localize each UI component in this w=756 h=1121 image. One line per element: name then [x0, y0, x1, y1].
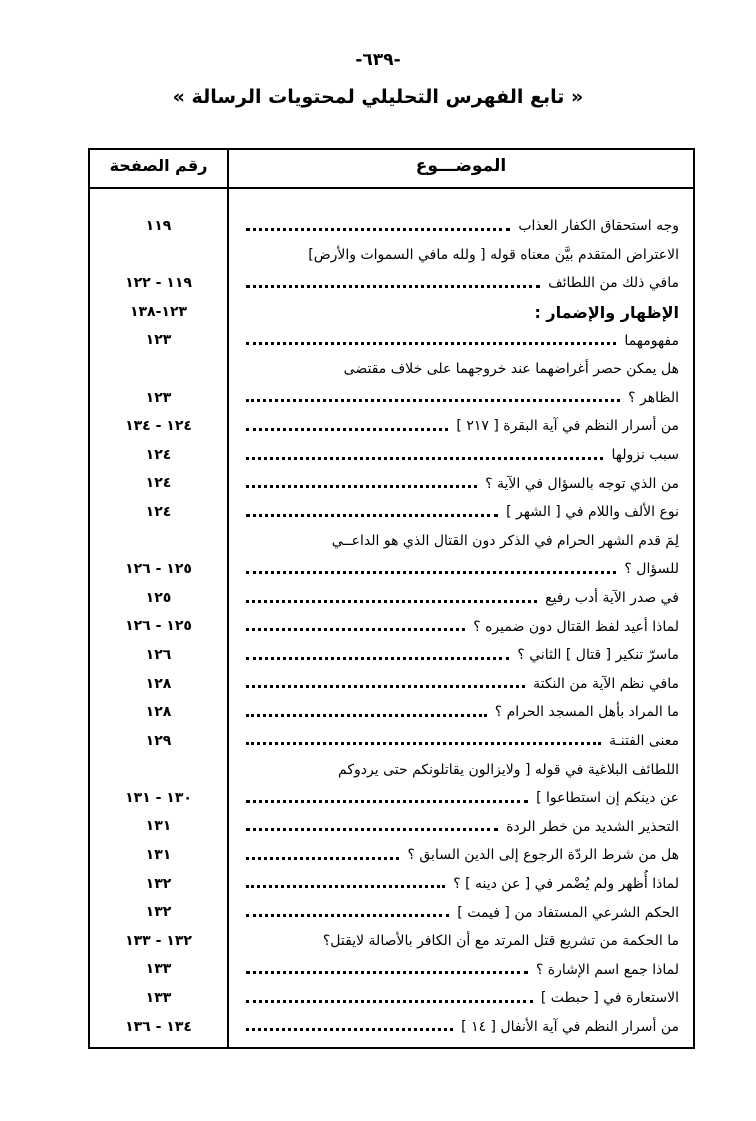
row-topic: [246, 212, 679, 241]
topic-text: معنى الفتنـة: [609, 732, 679, 749]
page-ref: ١١٩ - ١٢٢: [125, 275, 192, 292]
table-row: [90, 1013, 693, 1042]
table-row: [90, 984, 693, 1013]
topic-text: مفهومهما: [624, 332, 679, 349]
page-number: -٦٣٩-: [355, 50, 401, 70]
table-row: [90, 469, 693, 498]
page-ref: ١٣٣: [145, 961, 172, 978]
page-ref: [90, 241, 227, 270]
dot-leader: [246, 657, 509, 660]
dot-leader: [246, 828, 498, 831]
header-divider: [90, 187, 693, 189]
table-row: [90, 269, 693, 298]
dot-leader: [246, 714, 487, 717]
header-page: رقم الصفحة: [109, 156, 208, 175]
row-topic: [246, 841, 679, 870]
page-ref: [90, 527, 227, 556]
dot-leader: [246, 971, 528, 974]
row-topic: [246, 355, 679, 384]
row-topic: [246, 326, 679, 355]
row-topic: [246, 555, 679, 584]
page-ref: ١٢٥ - ١٢٦: [125, 618, 192, 635]
row-topic: [246, 698, 679, 727]
table-row: [90, 870, 693, 899]
topic-text: للسؤال ؟: [624, 561, 679, 578]
dot-leader: [246, 742, 601, 745]
row-topic: [246, 498, 679, 527]
table-row: [90, 555, 693, 584]
page-ref: ١٢٣: [145, 389, 172, 406]
row-topic: [246, 812, 679, 841]
page-ref: ١٢٦: [145, 646, 172, 663]
table-row: [90, 641, 693, 670]
page-ref: ١٢٩: [145, 732, 172, 749]
row-topic: [246, 269, 679, 298]
table-row: [90, 812, 693, 841]
page-ref: ١٢٨: [145, 675, 172, 692]
dot-leader: [246, 800, 528, 803]
table-row: [90, 241, 693, 270]
dot-leader: [246, 342, 616, 345]
row-topic: [246, 584, 679, 613]
topic-text: الظاهر ؟: [628, 389, 679, 406]
topic-text: الحكم الشرعي المستفاد من [ فيمت ]: [457, 904, 679, 921]
topic-text: في صدر الآية أدب رفيع: [545, 590, 679, 607]
row-topic: [246, 298, 679, 327]
row-topic: [246, 955, 679, 984]
dot-leader: [246, 600, 537, 603]
table-row: [90, 670, 693, 699]
row-topic: [246, 469, 679, 498]
table-row: [90, 441, 693, 470]
dot-leader: [246, 285, 540, 288]
topic-text: هل يمكن حصر أغراضهما عند خروجهما على خلاف مقتضى: [343, 361, 679, 378]
dot-leader: [246, 571, 616, 574]
dot-leader: [246, 399, 620, 402]
topic-text: هل من شرط الردّة الرجوع إلى الدين السابق ؟: [407, 847, 679, 864]
dot-leader: [246, 457, 603, 460]
table-row: [90, 927, 693, 956]
row-topic: [246, 527, 679, 556]
row-topic: [246, 412, 679, 441]
dot-leader: [246, 1028, 453, 1031]
table-row: [90, 527, 693, 556]
table-row: [90, 727, 693, 756]
dot-leader: [246, 228, 510, 231]
topic-text: الاعتراض المتقدم بيَّن معناه قوله [ ولله مافي السموات والأرض]: [308, 246, 679, 263]
topic-text: لِمَ قدم الشهر الحرام في الذكر دون القتال الذي هو الداعــي: [331, 532, 679, 549]
topic-text: نوع الألف واللام في [ الشهر ]: [506, 504, 679, 521]
page-ref: ١٢٥: [145, 589, 172, 606]
row-topic: [246, 241, 679, 270]
table-row: [90, 612, 693, 641]
page-ref: ١٣٤ - ١٣٦: [125, 1018, 192, 1035]
dot-leader: [246, 914, 449, 917]
topic-text: سبب نزولها: [611, 447, 679, 464]
page-ref: ١٢٥ - ١٢٦: [125, 561, 192, 578]
topic-text: التحذير الشديد من خطر الردة: [506, 818, 679, 835]
header-topic: الموضـــوع: [415, 156, 507, 176]
row-topic: [246, 927, 679, 956]
table-row: [90, 584, 693, 613]
page-ref: ١٣٢ - ١٣٣: [125, 932, 192, 949]
topic-text: لماذا أُظهر ولم يُضْمر في [ عن دينه ] ؟: [453, 875, 679, 892]
topic-text: من أسرار النظم في آية البقرة [ ٢١٧ ]: [456, 418, 679, 435]
topic-text: لماذا جمع اسم الإشارة ؟: [535, 961, 679, 978]
topic-text: لماذا أعيد لفظ القتال دون ضميره ؟: [473, 618, 679, 635]
dot-leader: [246, 885, 445, 888]
row-topic: [246, 670, 679, 699]
page-ref: [90, 355, 227, 384]
row-topic: [246, 1013, 679, 1042]
row-topic: [246, 727, 679, 756]
page-ref: ١٢٣: [145, 332, 172, 349]
table-row: [90, 355, 693, 384]
topic-text: من الذي توجه بالسؤال في الآية ؟: [485, 475, 679, 492]
dot-leader: [246, 628, 465, 631]
page-ref: ١٢٨: [145, 704, 172, 721]
page-ref: ١٢٤: [145, 446, 172, 463]
table-row: [90, 212, 693, 241]
page-title: « تابع الفهرس التحليلي لمحتويات الرسالة »: [172, 86, 584, 108]
dot-leader: [246, 514, 498, 517]
page-ref: ١٣٢: [145, 875, 172, 892]
page-ref: ١١٩: [145, 218, 172, 234]
page-ref: ١٣١: [145, 847, 172, 864]
table-row: [90, 955, 693, 984]
table-row: [90, 498, 693, 527]
topic-text: ما الحكمة من تشريع قتل المرتد مع أن الكافر بالأصالة لايقتل؟: [322, 933, 679, 950]
table-row: [90, 784, 693, 813]
page-ref: [90, 755, 227, 784]
toc-table: [88, 148, 695, 1049]
table-row: [90, 755, 693, 784]
dot-leader: [246, 1000, 533, 1003]
table-row: [90, 326, 693, 355]
table-row: [90, 698, 693, 727]
topic-text: الاستعارة في [ حبطت ]: [540, 990, 679, 1007]
topic-text: اللطائف البلاغية في قوله [ ولايزالون يقاتلونكم حتى يردوكم: [338, 761, 679, 778]
row-topic: [246, 641, 679, 670]
topic-text: الإظهار والإضمار :: [534, 302, 679, 322]
topic-text: وجه استحقاق الكفار العذاب: [518, 218, 679, 235]
table-row: [90, 412, 693, 441]
page-ref: ١٣٢: [145, 904, 172, 921]
dot-leader: [246, 857, 399, 860]
page-ref: ١٣٣: [145, 990, 172, 1007]
dot-leader: [246, 485, 477, 488]
topic-text: ما المراد بأهل المسجد الحرام ؟: [494, 704, 679, 721]
row-topic: [246, 441, 679, 470]
row-topic: [246, 784, 679, 813]
topic-text: عن دينكم إن استطاعوا ]: [536, 790, 679, 807]
row-topic: [246, 984, 679, 1013]
table-row: [90, 384, 693, 413]
row-topic: [246, 898, 679, 927]
row-topic: [246, 870, 679, 899]
page-ref: ١٣٠ - ١٣١: [125, 789, 192, 806]
table-row: [90, 898, 693, 927]
topic-text: من أسرار النظم في آية الأنفال [ ١٤ ]: [461, 1018, 679, 1035]
page-ref: ١٣١: [145, 818, 172, 835]
page-ref: ١٢٤ - ١٣٤: [125, 418, 192, 435]
row-topic: [246, 384, 679, 413]
dot-leader: [246, 428, 448, 431]
toc-rows: [90, 212, 693, 1041]
table-row: [90, 841, 693, 870]
dot-leader: [246, 685, 525, 688]
page-ref: ١٢٤: [145, 503, 172, 520]
row-topic: [246, 612, 679, 641]
row-topic: [246, 755, 679, 784]
page-ref: ١٢٣-١٣٨: [129, 303, 188, 320]
page-ref: ١٢٤: [145, 475, 172, 492]
topic-text: مافي نظم الآية من النكتة: [533, 675, 679, 692]
topic-text: ماسرّ تنكير [ قتال ] الثاني ؟: [517, 647, 679, 664]
table-row: [90, 298, 693, 327]
topic-text: مافي ذلك من اللطائف: [548, 275, 679, 292]
